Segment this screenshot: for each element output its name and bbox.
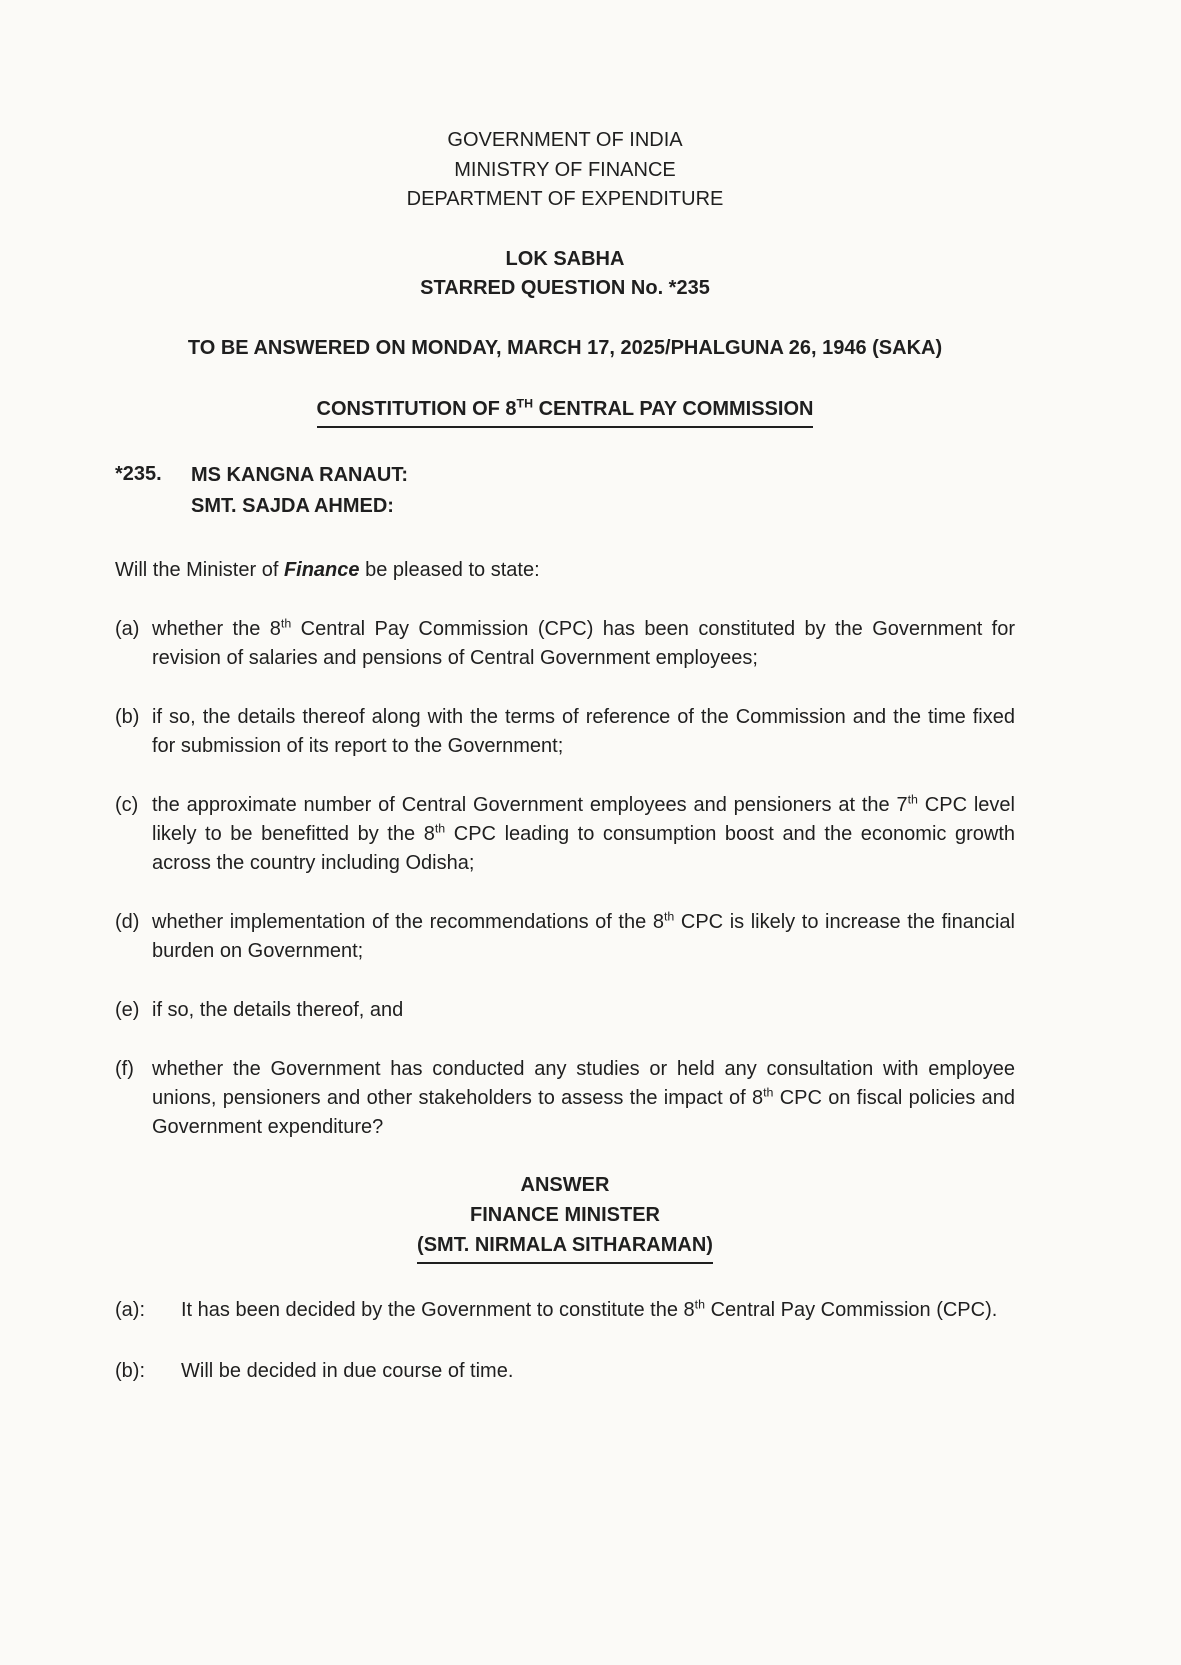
question-intro: Will the Minister of Finance be pleased to state: <box>115 558 540 581</box>
question-title <box>115 395 1015 428</box>
answered-on-line: TO BE ANSWERED ON MONDAY, MARCH 17, 2025/PHALGUNA 26, 1946 (SAKA) <box>187 336 943 359</box>
answer-label: (b): <box>115 1359 145 1382</box>
asker-names <box>191 460 408 522</box>
header-line-ministry: MINISTRY OF FINANCE <box>454 158 676 181</box>
answer-text: It has been decided by the Government to constitute the 8th Central Pay Commission (CPC). <box>181 1297 998 1321</box>
house-question-block <box>115 245 1015 304</box>
question-text: whether the Government has conducted any studies or held any consultation with employee unions, pensioners and other stakeholders to assess the impact of 8th CPC on fiscal policies and Government expenditure? <box>152 1057 1016 1138</box>
question-label: (b) <box>115 705 140 728</box>
answer-heading: ANSWER <box>520 1173 610 1196</box>
answer-label: (a): <box>115 1298 145 1321</box>
minister-title: FINANCE MINISTER <box>470 1203 660 1226</box>
header-line-govt: GOVERNMENT OF INDIA <box>447 129 683 151</box>
question-label: (f) <box>115 1057 134 1080</box>
question-item-e <box>115 996 1015 1025</box>
asker-name: MS KANGNA RANAUT: <box>191 463 409 486</box>
answer-text: Will be decided in due course of time. <box>181 1359 514 1382</box>
question-text: the approximate number of Central Government employees and pensioners at the 7th CPC level likely to be benefitted by the 8th CPC leading to consumption boost and the economic growth across the country including Odisha; <box>152 792 1016 874</box>
asker-name: SMT. SAJDA AHMED: <box>191 494 394 517</box>
minister-name <box>115 1230 1015 1264</box>
question-label: (c) <box>115 793 139 816</box>
question-title-text: CONSTITUTION OF 8TH CENTRAL PAY COMMISSION <box>317 395 814 428</box>
askers-block <box>115 460 1015 522</box>
answer-item-a <box>115 1296 1015 1325</box>
answer-item-b <box>115 1357 1015 1386</box>
question-item-a <box>115 615 1015 673</box>
question-label: (d) <box>115 910 140 933</box>
question-number-line: STARRED QUESTION No. *235 <box>420 277 710 300</box>
question-item-d <box>115 908 1015 966</box>
question-text: if so, the details thereof, and <box>152 998 404 1021</box>
question-item-b <box>115 703 1015 761</box>
minister-name-text: (SMT. NIRMALA SITHARAMAN) <box>417 1230 713 1264</box>
question-label: (a) <box>115 617 140 640</box>
header-line-department: DEPARTMENT OF EXPENDITURE <box>406 188 724 211</box>
question-item-f <box>115 1055 1015 1142</box>
question-label: (e) <box>115 998 140 1021</box>
asker-question-number: *235. <box>115 462 162 485</box>
house-name: LOK SABHA <box>505 247 625 270</box>
question-item-c <box>115 791 1015 878</box>
question-text: whether implementation of the recommendations of the 8th CPC is likely to increase the financial burden on Government; <box>152 909 1015 962</box>
question-text: whether the 8th Central Pay Commission (CPC) has been constituted by the Government for revision of salaries and pensions of Central Government employees; <box>152 616 1016 669</box>
answer-heading-block <box>115 1170 1015 1264</box>
question-text: if so, the details thereof along with the terms of reference of the Commission and the time fixed for submission of its report to the Government; <box>152 705 1015 757</box>
government-header <box>115 126 1015 215</box>
